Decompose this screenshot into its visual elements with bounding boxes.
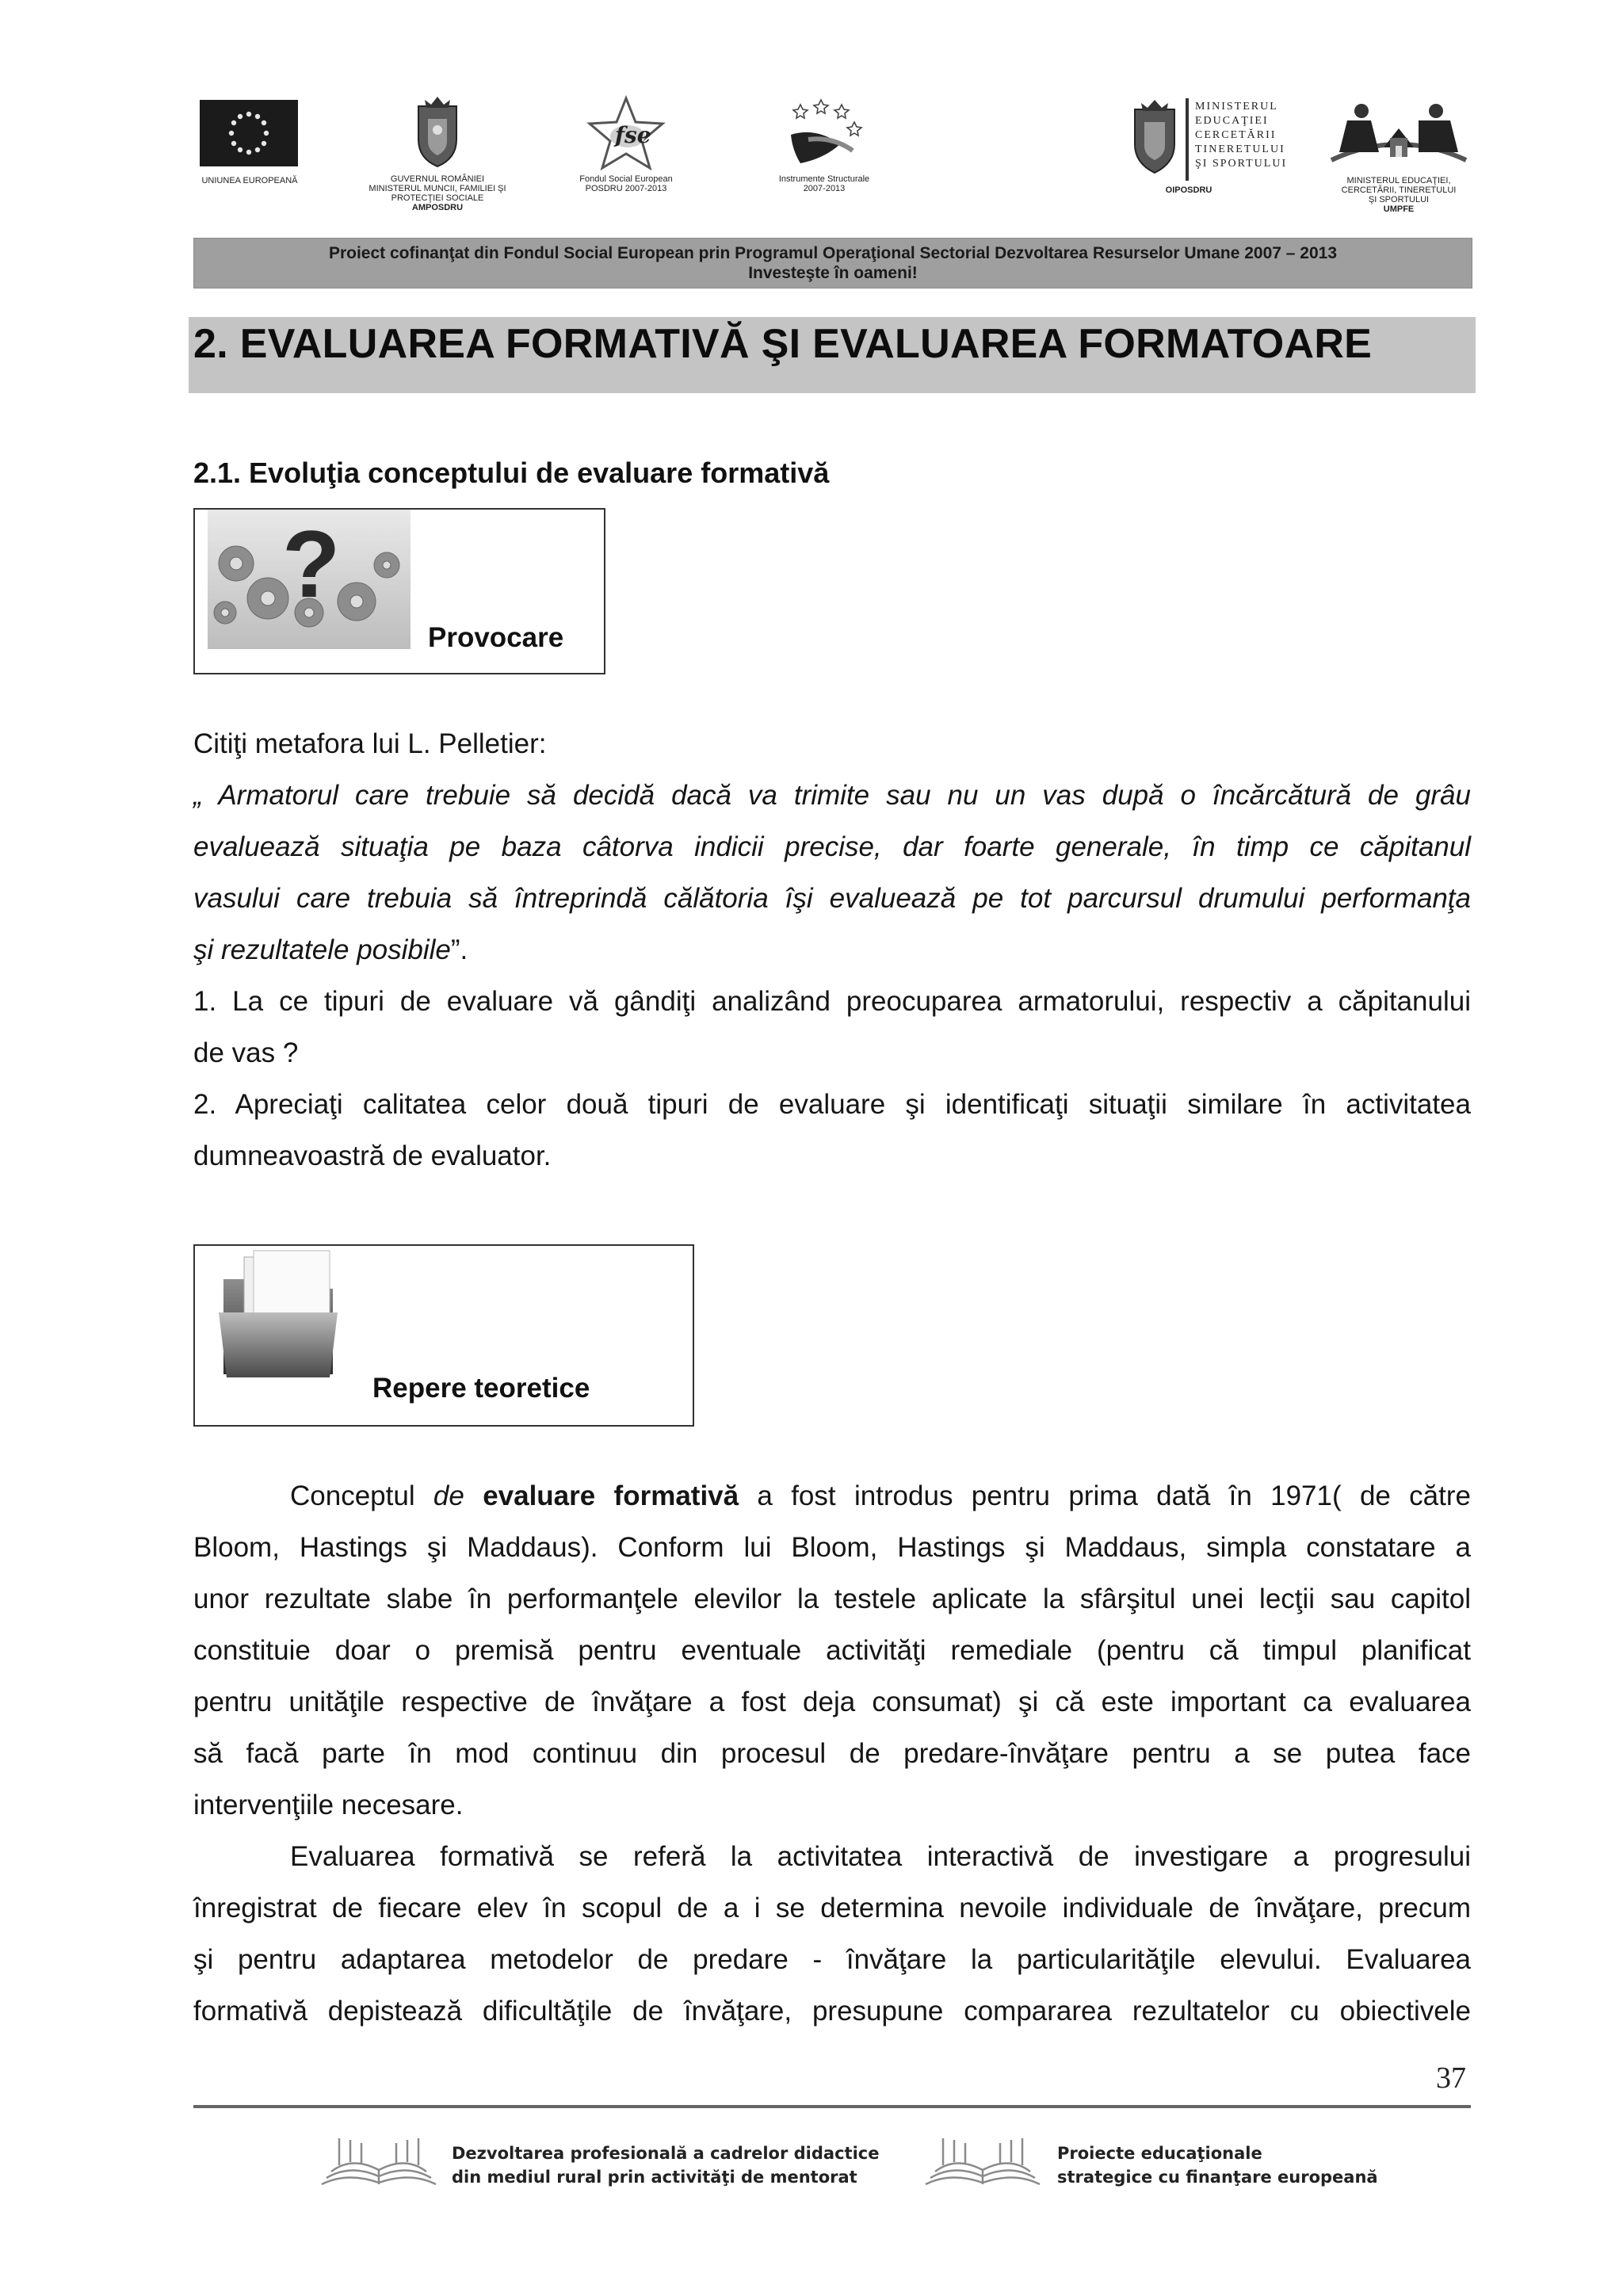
ministry-crest-icon [1130,98,1179,185]
section-title: 2.1. Evoluţia conceptului de evaluare formativă [193,457,830,489]
svg-text:?: ? [282,511,341,617]
footer-rule [193,2105,1471,2108]
provocare-label: Provocare [428,622,564,653]
svg-text:fse: fse [615,122,651,148]
provocare-box [193,508,605,674]
body-p1-line-3: unor rezultate slabe în performanţele elevilor la testele aplicate la sfârşitul unei lecţii sau capitol [193,1584,1471,1614]
quote-line-4-text: şi rezultatele posibile [193,934,451,965]
body-p1-line-4: constituie doar o premisă pentru eventuale activităţi remediale (pentru că timpul planificat [193,1635,1471,1666]
eu-flag-icon [200,100,298,166]
quote-line-1: „ Armatorul care trebuie să decidă dacă va trimite sau nu un vas după o încărcătură de grâu [193,780,1471,811]
footer-right-text [1057,2141,1378,2189]
body-p1-line-5: pentru unităţile respective de învăţare a fost deja consumat) şi că este important ca evaluarea [193,1687,1471,1717]
ministry-divider [1186,98,1189,181]
quote-line-4 [193,924,1471,976]
umpfe-logo-icon [1323,97,1474,173]
body-p1-line-1 [193,1470,1471,1522]
footer-left-text [452,2141,879,2189]
page-number: 37 [1436,2061,1466,2095]
repere-box [193,1244,694,1427]
body-p2-line-1: Evaluarea formativă se referă la activitatea interactivă de investigare a progresului [290,1841,1471,1872]
question-1-line-2: de vas ? [193,1037,299,1068]
umpfe-caption: MINISTERUL EDUCAŢIEI, CERCETĂRII, TINERETULUI ŞI SPORTULUI UMPFE [1341,176,1457,214]
structural-caption: Instrumente Structurale 2007-2013 [778,174,870,193]
question-1-line-1: 1. La ce tipuri de evaluare vă gândiţi analizând preocuparea armatorului, respectiv a căpitanului [193,986,1471,1017]
banner-line-2: Investeşte în oameni! [748,264,918,282]
p1-a: Conceptul [290,1480,433,1511]
chapter-title: 2. EVALUAREA FORMATIVĂ ŞI EVALUAREA FORMATOARE [193,321,1373,367]
quote-close: ”. [450,934,468,965]
project-banner [193,238,1472,288]
question-2-line-1: 2. Apreciaţi calitatea celor două tipuri de evaluare şi identificaţi situaţii similare în activitatea [193,1089,1471,1120]
eu-caption: UNIUNEA EUROPEANĂ [201,176,298,185]
body-p1-line-7: intervenţiile necesare. [193,1790,464,1820]
open-book-icon-right [919,2132,1046,2192]
footer-left-line-2: din mediul rural prin activităţi de mentorat [452,2168,857,2187]
banner-line-1: Proiect cofinanţat din Fondul Social European prin Programul Operaţional Sectorial Dezvoltarea Resurselor Umane 2007 – 2013 [328,244,1338,262]
body-p2-line-2: înregistrat de fiecare elev în scopul de a i se determina nevoile individuale de învăţare, precum [193,1893,1471,1924]
folder-icon [214,1247,349,1382]
p1-term: evaluare formativă [483,1480,739,1511]
p1-b: de [433,1480,464,1511]
quote-line-2: evaluează situaţia pe baza câtorva indicii precise, dar foarte generale, în timp ce căpitanul [193,831,1471,862]
oiposdru-caption: OIPOSDRU [1165,185,1212,195]
quote-line-3: vasului care trebuia să întreprindă călătoria îşi evaluează pe tot parcursul drumului performanţa [193,883,1471,914]
fse-logo-icon [586,95,666,171]
footer-right-line-1: Proiecte educaţionale [1057,2144,1262,2163]
ministry-name: MINISTERUL EDUCAŢIEI CERCETĂRII TINERETULUI ŞI SPORTULUI [1195,101,1288,170]
body-p1-line-2: Bloom, Hastings şi Maddaus). Conform lui Bloom, Hastings şi Maddaus, simpla constatare a [193,1532,1471,1563]
body-text [193,1470,1471,2037]
footer-right-line-2: strategice cu finanţare europeană [1057,2168,1378,2187]
challenge-section [193,718,1471,1182]
body-p2-line-4: formativă depistează dificultăţile de învăţare, presupune compararea rezultatelor cu obiectivele [193,1996,1471,2027]
government-caption: GUVERNUL ROMÂNIEI MINISTERUL MUNCII, FAMILIEI ŞI PROTECŢIEI SOCIALE AMPOSDRU [369,174,506,212]
body-p2-line-3: şi pentru adaptarea metodelor de predare - învăţare la particularităţile elevului. Evaluarea [193,1944,1471,1975]
question-2-line-2: dumneavoastră de evaluator. [193,1140,552,1171]
repere-label: Repere teoretice [372,1373,590,1404]
intro-line: Citiţi metafora lui L. Pelletier: [193,728,547,759]
fse-caption: Fondul Social European POSDRU 2007-2013 [579,174,673,193]
open-book-icon [315,2132,442,2192]
government-crest-icon [412,95,463,168]
p1-c [464,1480,483,1511]
p1-e: a fost introdus pentru prima dată în 1971( de către [739,1480,1471,1511]
body-p1-line-6: să facă parte în mod continuu din procesul de predare-învăţare pentru a se putea face [193,1738,1471,1769]
gears-question-icon [208,510,411,649]
footer-left-line-1: Dezvoltarea profesională a cadrelor didactice [452,2144,880,2163]
structural-instruments-icon [785,95,864,171]
